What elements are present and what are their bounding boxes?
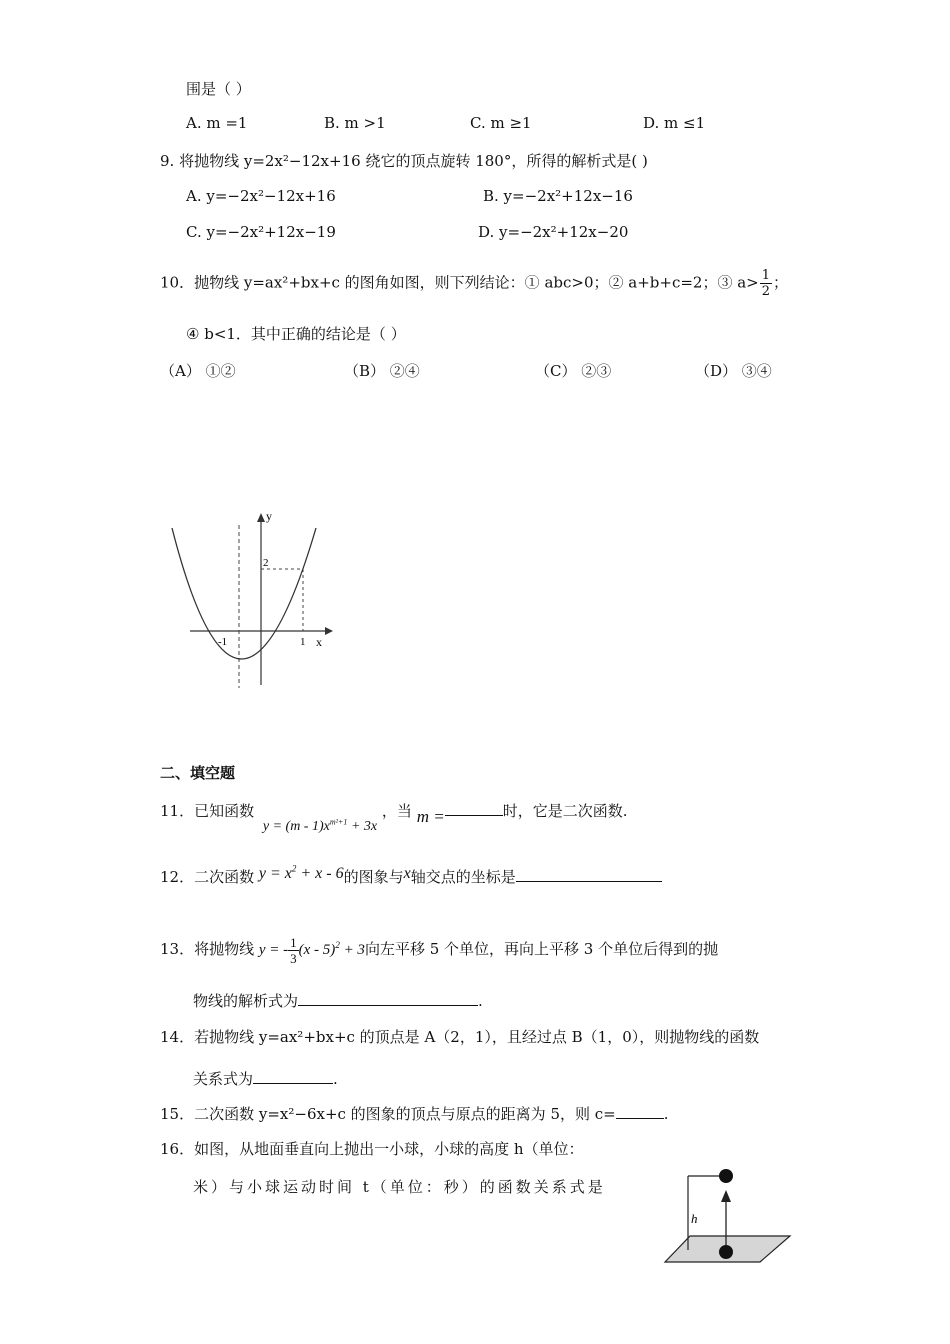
q15-text: 15．二次函数 y=x²−6x+c 的图象的顶点与原点的距离为 5，则 c= (160, 1105, 616, 1123)
q12-formula: $y = x^2 + x - 6$ (258, 863, 344, 882)
x-tick-neg1: -1 (218, 636, 228, 648)
q9-option-a: A. y=−2x²−12x+16 (186, 187, 336, 205)
q10-stem-line2: ④ b<1．其中正确的结论是（ ） (186, 325, 406, 343)
q11-line (160, 800, 628, 834)
q8-option-a: A. m =1 (186, 114, 248, 132)
q9-stem: 9. 将抛物线 y=2x²−12x+16 绕它的顶点旋转 180°，所得的解析式是( ) (160, 152, 648, 170)
q16-line2: 米）与小球运动时间 t（单位：秒）的函数关系式是 (193, 1178, 606, 1196)
q8-option-c: C. m ≥1 (470, 114, 532, 132)
q11-m-label: m = (416, 807, 445, 826)
q14-line2-end: . (333, 1070, 338, 1088)
parabola-graph (160, 500, 350, 700)
ball-bottom (719, 1245, 733, 1259)
q11-suffix: 时，它是二次函数. (502, 802, 628, 820)
q14-line1: 14．若抛物线 y=ax²+bx+c 的顶点是 A（2，1），且经过点 B（1，0），则抛物线的函数 (160, 1028, 760, 1046)
q10-fraction (760, 268, 772, 299)
q9-option-b: B. y=−2x²+12x−16 (483, 187, 633, 205)
q15-end: . (663, 1105, 669, 1123)
y-axis-arrow (257, 513, 265, 522)
q8-option-d: D. m ≤1 (643, 114, 706, 132)
q12-suffix: 的图象与 (343, 868, 404, 886)
q12-x-label: x (403, 865, 411, 882)
q10-fraction-num: 1 (761, 268, 771, 283)
ball-top (719, 1169, 733, 1183)
q8-stem-tail: 围是（ ） (186, 80, 251, 98)
q8-option-b: B. m >1 (324, 114, 386, 132)
q11-answer-blank (445, 801, 503, 816)
q13-line1 (160, 935, 718, 966)
q12-answer-blank (516, 867, 662, 882)
q13-line2 (193, 990, 483, 1011)
q12-suffix2: 轴交点的坐标是 (410, 868, 516, 886)
q10-fraction-den: 2 (761, 284, 771, 299)
q14-line2 (193, 1068, 338, 1089)
q12-line (160, 863, 662, 887)
height-label: h (691, 1211, 698, 1226)
q11-formula: $y = (m - 1)x^{m^2+1} + 3x$ (262, 817, 378, 834)
q10-option-b: （B） ②④ (344, 362, 420, 380)
upward-arrow-head (721, 1190, 731, 1202)
q13-formula: y = - $\frac{1}{3}$ (x - 5)$^2$ + 3 (258, 935, 365, 966)
q10-fraction-tail: ； (773, 273, 789, 292)
section-2-title: 二、填空题 (160, 764, 236, 782)
y-tick-2: 2 (263, 557, 269, 569)
q15-line (160, 1103, 669, 1124)
q10-stem-text: 10．抛物线 y=ax²+bx+c 的图角如图，则下列结论：① abc>0；② a+b+c=2；③ a> (160, 273, 759, 292)
q10-option-a: （A） ①② (160, 362, 236, 380)
q13-answer-blank (298, 991, 478, 1006)
q10-stem-line1 (160, 268, 788, 299)
ball-throw-figure (660, 1160, 795, 1270)
q11-prefix: 11．已知函数 (160, 802, 255, 820)
parabola-curve (172, 528, 316, 659)
q9-option-d: D. y=−2x²+12x−20 (478, 223, 629, 241)
q13-line2-end: . (478, 992, 483, 1010)
q11-middle: ，当 (381, 802, 412, 820)
q10-option-c: （C） ②③ (535, 362, 612, 380)
q10-option-d: （D） ③④ (695, 362, 772, 380)
x-axis-arrow (325, 627, 333, 635)
x-tick-1: 1 (300, 636, 306, 648)
q13-suffix: 向左平移 5 个单位，再向上平移 3 个单位后得到的抛 (364, 939, 719, 958)
q9-option-c: C. y=−2x²+12x−19 (186, 223, 336, 241)
q16-line1: 16．如图，从地面垂直向上抛出一小球，小球的高度 h（单位： (160, 1140, 584, 1158)
q12-prefix: 12．二次函数 (160, 868, 255, 886)
q15-answer-blank (616, 1104, 664, 1119)
y-axis-label: y (266, 509, 272, 523)
q14-line2-text: 关系式为 (193, 1070, 254, 1088)
q14-answer-blank (253, 1069, 333, 1084)
q13-line2-text: 物线的解析式为 (193, 992, 299, 1010)
x-axis-label: x (316, 635, 322, 649)
q13-prefix: 13．将抛物线 (160, 939, 255, 958)
